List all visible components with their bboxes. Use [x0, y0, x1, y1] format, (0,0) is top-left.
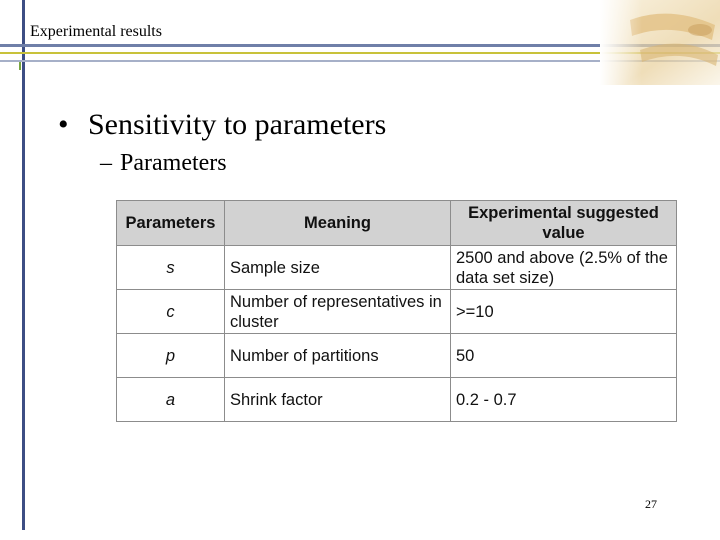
bullet-level2-text: Parameters [120, 150, 227, 176]
scroll-parchment-image [600, 0, 720, 85]
table-cell-meaning: Shrink factor [225, 378, 451, 422]
table-cell-value: >=10 [451, 290, 677, 334]
table-cell-value: 0.2 - 0.7 [451, 378, 677, 422]
page-number: 27 [645, 497, 657, 511]
table-cell-meaning: Sample size [225, 246, 451, 290]
left-accent-bar [22, 0, 25, 530]
bullet-level2 [100, 150, 227, 177]
table-header-meaning: Meaning [225, 201, 451, 246]
bullet-level1 [58, 108, 386, 142]
dash-marker: – [100, 150, 112, 176]
table-row [117, 378, 677, 422]
table-cell-symbol: s [117, 246, 225, 290]
table-header-parameters: Parameters [117, 201, 225, 246]
table-cell-meaning: Number of partitions [225, 334, 451, 378]
table-cell-value: 50 [451, 334, 677, 378]
bullet-marker: • [58, 108, 69, 141]
table-cell-meaning: Number of representatives in cluster [225, 290, 451, 334]
bullet-level1-text: Sensitivity to parameters [88, 108, 387, 141]
slide-header-title: Experimental results [30, 23, 162, 40]
parameters-table [116, 200, 677, 422]
table-cell-symbol: p [117, 334, 225, 378]
table-cell-symbol: c [117, 290, 225, 334]
table-cell-symbol: a [117, 378, 225, 422]
table-cell-value: 2500 and above (2.5% of the data set size) [451, 246, 677, 290]
table-row [117, 290, 677, 334]
table-header-suggested-value: Experimental suggested value [451, 201, 677, 246]
table-header-row [117, 201, 677, 246]
table-row [117, 334, 677, 378]
table-row [117, 246, 677, 290]
